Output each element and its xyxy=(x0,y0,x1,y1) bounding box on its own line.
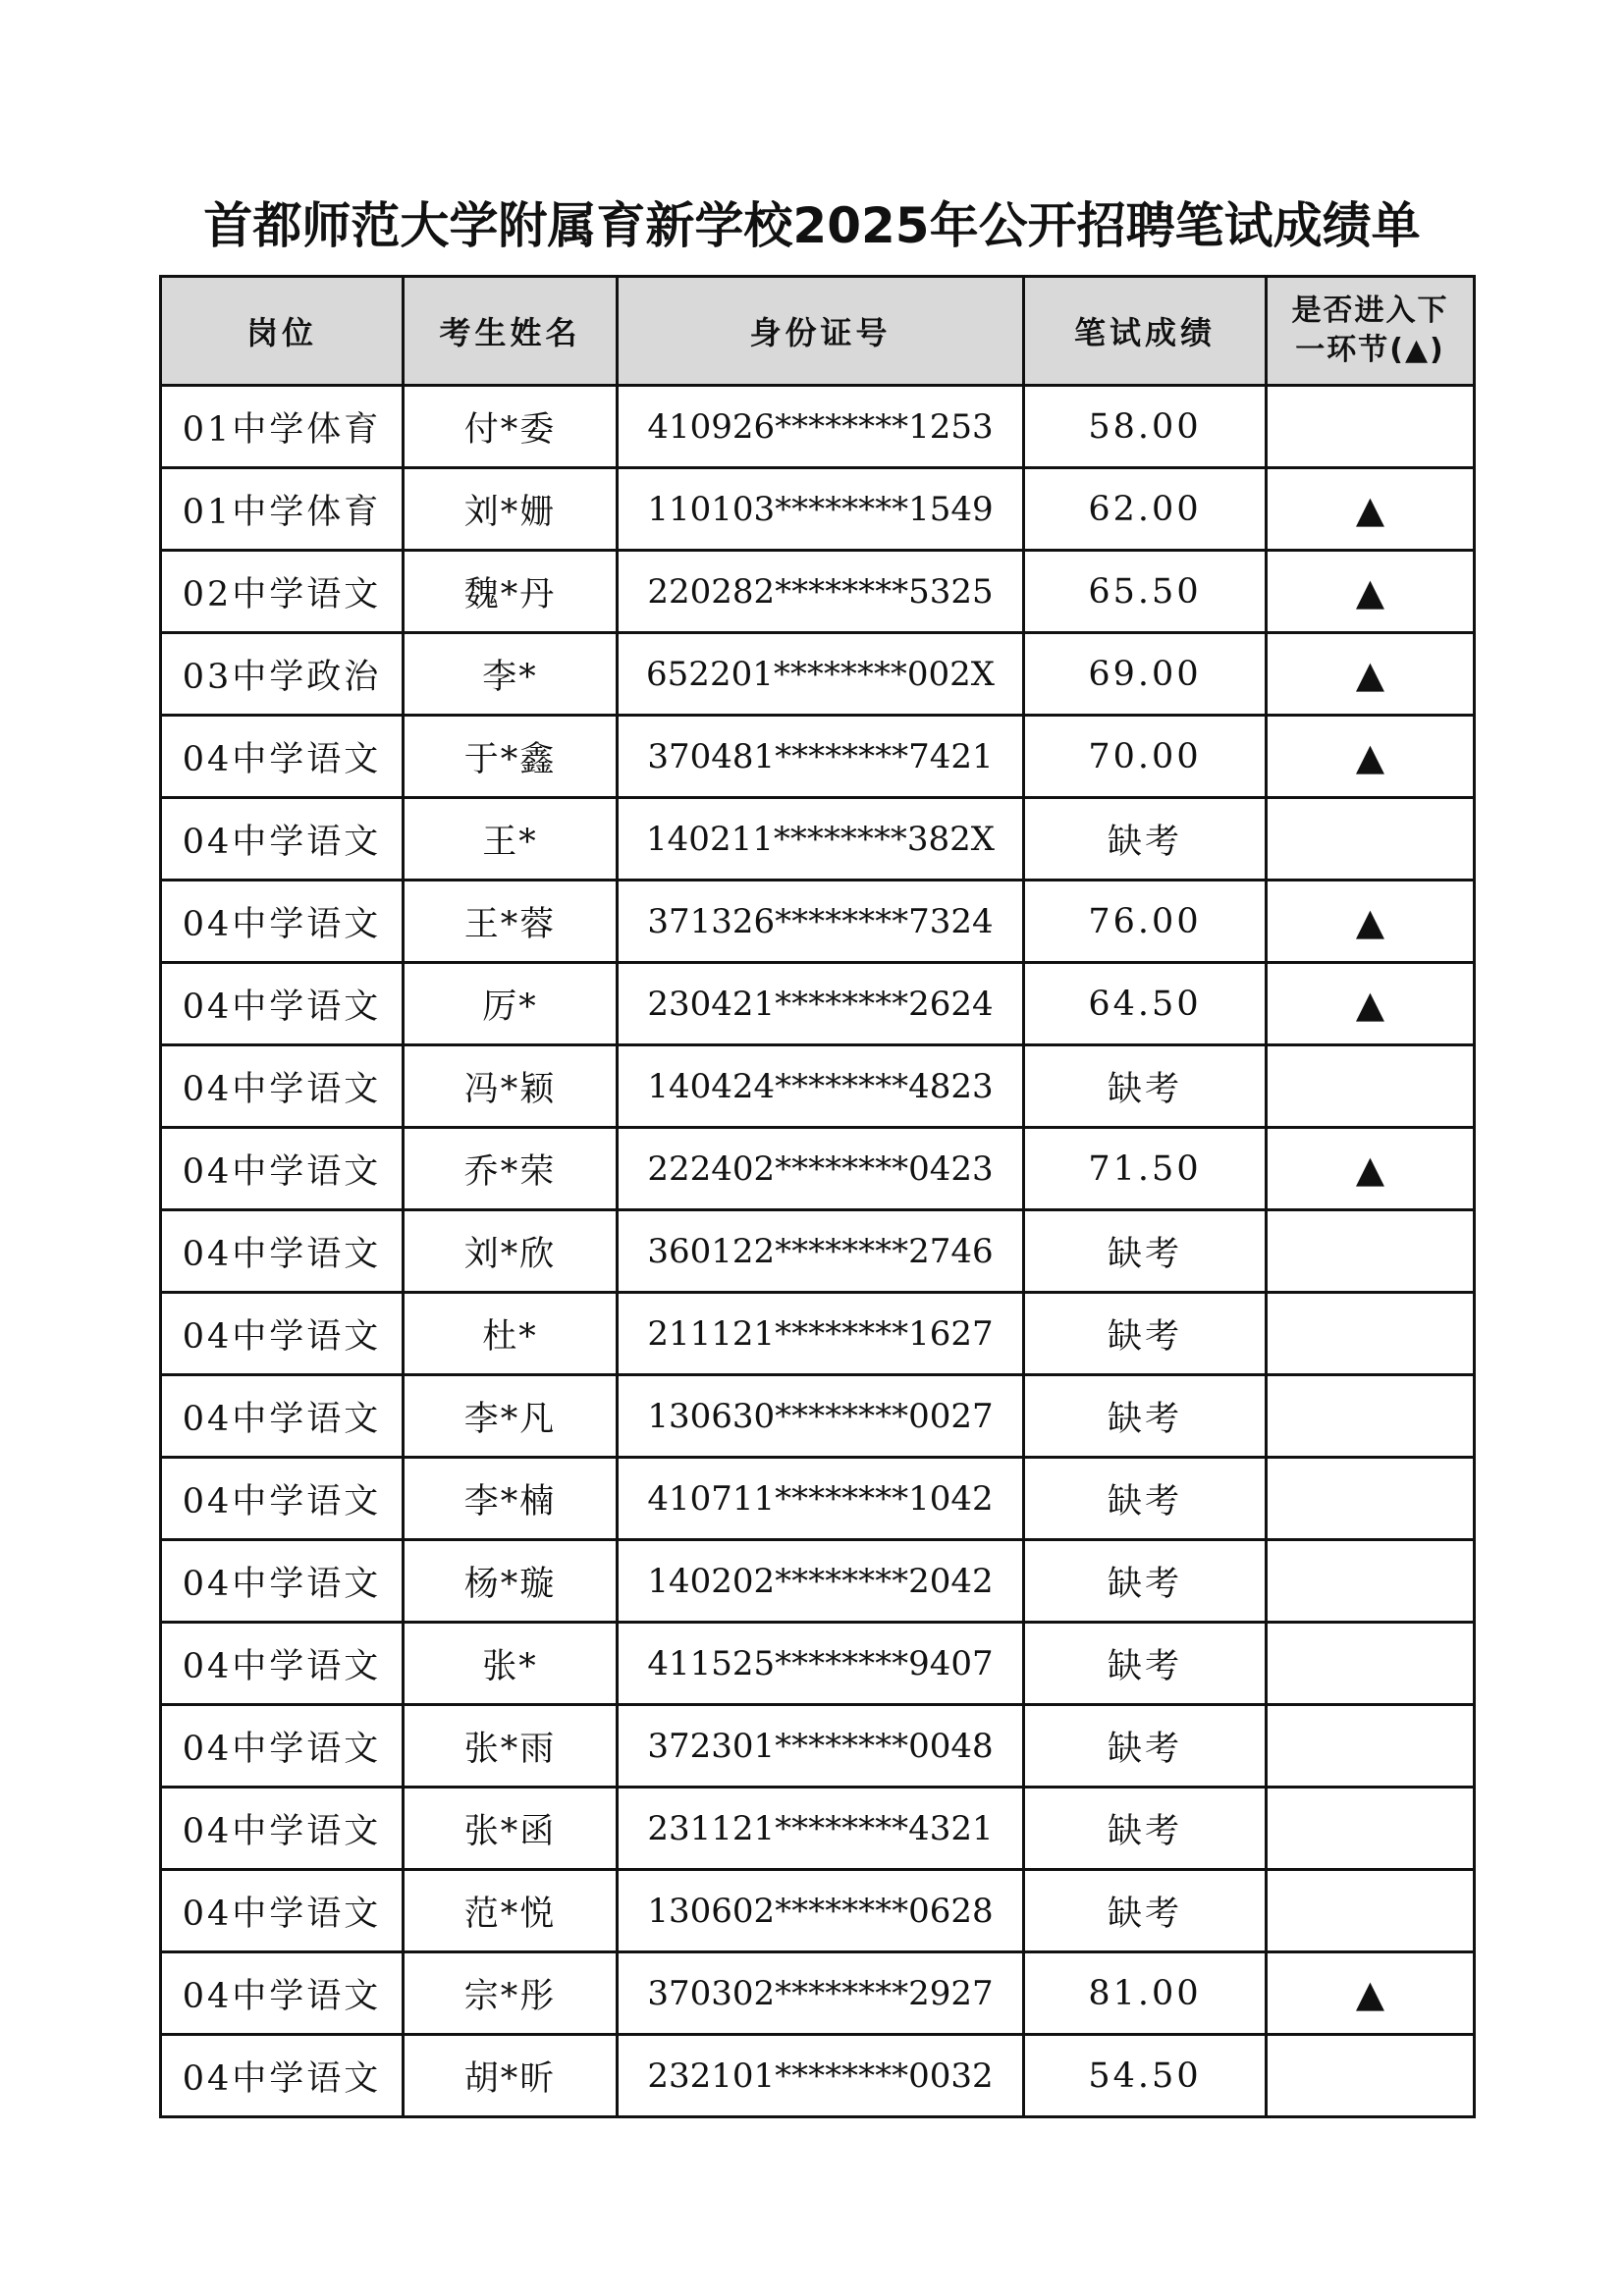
cell-position: 04中学语文 xyxy=(161,881,404,963)
table-row xyxy=(161,468,1475,551)
cell-score: 缺考 xyxy=(1024,1045,1267,1128)
cell-next-stage xyxy=(1267,1623,1475,1705)
cell-id-number: 232101********0032 xyxy=(618,2035,1024,2117)
cell-id-number: 370481********7421 xyxy=(618,716,1024,798)
cell-position: 04中学语文 xyxy=(161,1128,404,1210)
cell-name: 于*鑫 xyxy=(404,716,618,798)
cell-position: 04中学语文 xyxy=(161,1870,404,1952)
cell-score: 76.00 xyxy=(1024,881,1267,963)
cell-position: 04中学语文 xyxy=(161,1705,404,1788)
cell-next-stage xyxy=(1267,1870,1475,1952)
table-row xyxy=(161,2035,1475,2117)
cell-name: 杜* xyxy=(404,1293,618,1375)
score-table xyxy=(159,275,1476,2118)
cell-score: 58.00 xyxy=(1024,386,1267,468)
cell-name: 张* xyxy=(404,1623,618,1705)
table-row xyxy=(161,1128,1475,1210)
cell-next-stage xyxy=(1267,386,1475,468)
cell-name: 张*函 xyxy=(404,1788,618,1870)
cell-name: 刘*欣 xyxy=(404,1210,618,1293)
cell-id-number: 211121********1627 xyxy=(618,1293,1024,1375)
cell-next-stage xyxy=(1267,1293,1475,1375)
table-row xyxy=(161,881,1475,963)
header-position: 岗位 xyxy=(161,277,404,386)
cell-score: 缺考 xyxy=(1024,798,1267,881)
cell-score: 缺考 xyxy=(1024,1375,1267,1458)
cell-position: 01中学体育 xyxy=(161,468,404,551)
cell-name: 魏*丹 xyxy=(404,551,618,633)
table-row xyxy=(161,633,1475,716)
cell-score: 缺考 xyxy=(1024,1540,1267,1623)
cell-id-number: 410711********1042 xyxy=(618,1458,1024,1540)
table-row xyxy=(161,1375,1475,1458)
cell-position: 04中学语文 xyxy=(161,1952,404,2035)
table-row xyxy=(161,1705,1475,1788)
cell-next-stage xyxy=(1267,1540,1475,1623)
cell-next-stage: ▲ xyxy=(1267,716,1475,798)
table-row xyxy=(161,798,1475,881)
header-id: 身份证号 xyxy=(618,277,1024,386)
cell-id-number: 230421********2624 xyxy=(618,963,1024,1045)
cell-position: 04中学语文 xyxy=(161,963,404,1045)
cell-name: 李*楠 xyxy=(404,1458,618,1540)
header-next-stage xyxy=(1267,277,1475,386)
cell-next-stage xyxy=(1267,2035,1475,2117)
table-row xyxy=(161,1952,1475,2035)
cell-position: 04中学语文 xyxy=(161,1045,404,1128)
cell-next-stage: ▲ xyxy=(1267,963,1475,1045)
cell-next-stage xyxy=(1267,1705,1475,1788)
table-row xyxy=(161,963,1475,1045)
cell-name: 刘*姗 xyxy=(404,468,618,551)
cell-id-number: 371326********7324 xyxy=(618,881,1024,963)
cell-id-number: 652201********002X xyxy=(618,633,1024,716)
cell-name: 付*委 xyxy=(404,386,618,468)
page-title: 首都师范大学附属育新学校2025年公开招聘笔试成绩单 xyxy=(203,197,1421,254)
cell-id-number: 110103********1549 xyxy=(618,468,1024,551)
cell-id-number: 360122********2746 xyxy=(618,1210,1024,1293)
cell-next-stage xyxy=(1267,1458,1475,1540)
cell-score: 缺考 xyxy=(1024,1788,1267,1870)
cell-name: 李* xyxy=(404,633,618,716)
cell-name: 胡*昕 xyxy=(404,2035,618,2117)
cell-score: 81.00 xyxy=(1024,1952,1267,2035)
cell-score: 缺考 xyxy=(1024,1293,1267,1375)
table-row xyxy=(161,1788,1475,1870)
cell-position: 04中学语文 xyxy=(161,716,404,798)
cell-id-number: 140211********382X xyxy=(618,798,1024,881)
cell-name: 张*雨 xyxy=(404,1705,618,1788)
cell-position: 04中学语文 xyxy=(161,1540,404,1623)
cell-score: 69.00 xyxy=(1024,633,1267,716)
cell-next-stage xyxy=(1267,1045,1475,1128)
header-name: 考生姓名 xyxy=(404,277,618,386)
cell-id-number: 231121********4321 xyxy=(618,1788,1024,1870)
cell-name: 乔*荣 xyxy=(404,1128,618,1210)
cell-name: 冯*颖 xyxy=(404,1045,618,1128)
cell-score: 64.50 xyxy=(1024,963,1267,1045)
table-row xyxy=(161,551,1475,633)
header-next-stage-line1: 是否进入下 xyxy=(1291,294,1449,328)
cell-score: 缺考 xyxy=(1024,1705,1267,1788)
header-score: 笔试成绩 xyxy=(1024,277,1267,386)
cell-id-number: 130602********0628 xyxy=(618,1870,1024,1952)
cell-next-stage: ▲ xyxy=(1267,1952,1475,2035)
cell-id-number: 130630********0027 xyxy=(618,1375,1024,1458)
table-row xyxy=(161,386,1475,468)
cell-id-number: 220282********5325 xyxy=(618,551,1024,633)
cell-score: 缺考 xyxy=(1024,1623,1267,1705)
cell-score: 缺考 xyxy=(1024,1210,1267,1293)
cell-name: 李*凡 xyxy=(404,1375,618,1458)
cell-position: 04中学语文 xyxy=(161,1293,404,1375)
cell-id-number: 410926********1253 xyxy=(618,386,1024,468)
cell-position: 04中学语文 xyxy=(161,1375,404,1458)
cell-id-number: 370302********2927 xyxy=(618,1952,1024,2035)
cell-next-stage xyxy=(1267,1375,1475,1458)
header-next-stage-line2: 一环节(▲) xyxy=(1295,333,1445,367)
cell-name: 杨*璇 xyxy=(404,1540,618,1623)
table-row xyxy=(161,1293,1475,1375)
table-row xyxy=(161,1210,1475,1293)
cell-next-stage: ▲ xyxy=(1267,1128,1475,1210)
cell-name: 范*悦 xyxy=(404,1870,618,1952)
cell-next-stage: ▲ xyxy=(1267,881,1475,963)
cell-next-stage xyxy=(1267,798,1475,881)
cell-id-number: 411525********9407 xyxy=(618,1623,1024,1705)
cell-next-stage xyxy=(1267,1210,1475,1293)
cell-name: 王* xyxy=(404,798,618,881)
cell-id-number: 140424********4823 xyxy=(618,1045,1024,1128)
cell-id-number: 372301********0048 xyxy=(618,1705,1024,1788)
cell-next-stage: ▲ xyxy=(1267,633,1475,716)
cell-score: 缺考 xyxy=(1024,1870,1267,1952)
cell-score: 62.00 xyxy=(1024,468,1267,551)
table-row xyxy=(161,1045,1475,1128)
cell-position: 04中学语文 xyxy=(161,1210,404,1293)
cell-score: 71.50 xyxy=(1024,1128,1267,1210)
cell-score: 缺考 xyxy=(1024,1458,1267,1540)
cell-score: 65.50 xyxy=(1024,551,1267,633)
table-row xyxy=(161,1458,1475,1540)
cell-score: 70.00 xyxy=(1024,716,1267,798)
cell-position: 04中学语文 xyxy=(161,1623,404,1705)
table-header-row xyxy=(161,277,1475,386)
cell-next-stage: ▲ xyxy=(1267,468,1475,551)
table-row xyxy=(161,716,1475,798)
cell-id-number: 222402********0423 xyxy=(618,1128,1024,1210)
cell-position: 04中学语文 xyxy=(161,798,404,881)
cell-name: 王*蓉 xyxy=(404,881,618,963)
cell-position: 01中学体育 xyxy=(161,386,404,468)
cell-next-stage: ▲ xyxy=(1267,551,1475,633)
cell-position: 04中学语文 xyxy=(161,1458,404,1540)
cell-position: 03中学政治 xyxy=(161,633,404,716)
cell-next-stage xyxy=(1267,1788,1475,1870)
cell-position: 04中学语文 xyxy=(161,1788,404,1870)
table-row xyxy=(161,1540,1475,1623)
table-row xyxy=(161,1870,1475,1952)
cell-position: 04中学语文 xyxy=(161,2035,404,2117)
cell-position: 02中学语文 xyxy=(161,551,404,633)
table-row xyxy=(161,1623,1475,1705)
cell-name: 厉* xyxy=(404,963,618,1045)
cell-name: 宗*彤 xyxy=(404,1952,618,2035)
cell-score: 54.50 xyxy=(1024,2035,1267,2117)
cell-id-number: 140202********2042 xyxy=(618,1540,1024,1623)
